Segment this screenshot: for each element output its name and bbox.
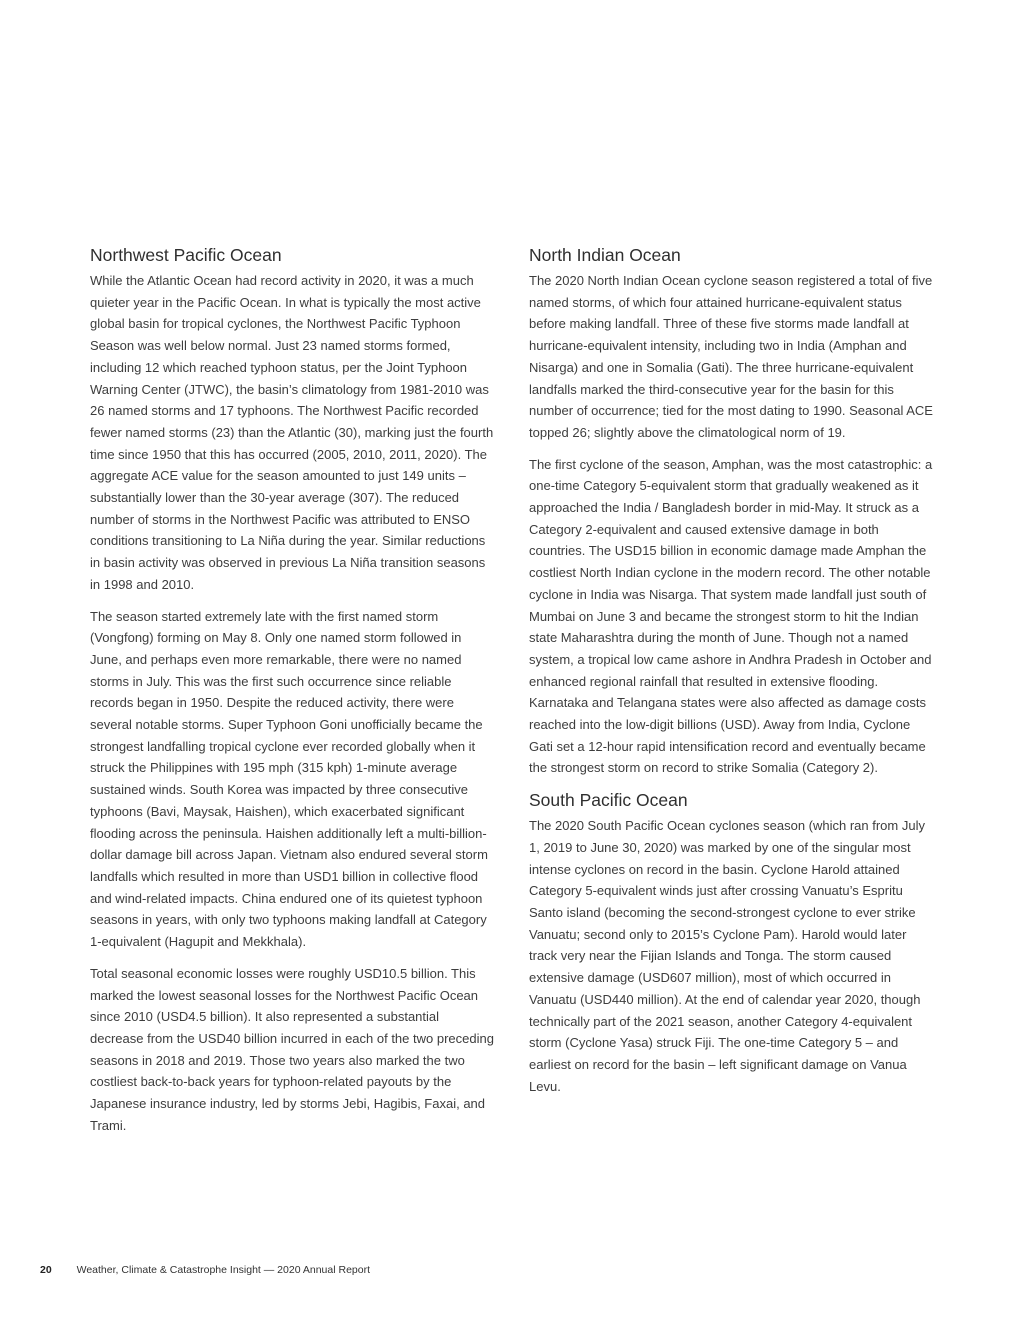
section-north-indian <box>529 244 935 779</box>
body-paragraph: The season started extremely late with the first named storm (Vongfong) forming on May 8. Only one named storm followed in June, and perhaps even more remarkable, there were no named storms in July. This was the first such occurrence since reliable records began in 1950. Despite the reduced activity, there were several notable storms. Super Typhoon Goni unofficially became the strongest landfalling tropical cyclone ever recorded globally when it struck the Philippines with 195 mph (315 kph) 1-minute average sustained winds. South Korea was impacted by three consecutive typhoons (Bavi, Maysak, Haishen), which exacerbated significant flooding across the peninsula. Haishen additionally left a multi-billion-dollar damage bill across Japan. Vietnam also endured several storm landfalls which resulted in more than USD1 billion in collective flood and wind-related impacts. China endured one of its quietest typhoon seasons in years, with only two typhoons making landfall at Category 1-equivalent (Hagupit and Mekkhala). <box>90 608 488 950</box>
body-paragraph: Total seasonal economic losses were roughly USD10.5 billion. This marked the lowest seasonal losses for the Northwest Pacific Ocean since 2010 (USD4.5 billion). It also represented a substantial decrease from the USD40 billion incurred in each of the two preceding seasons in 2018 and 2019. Those two years also marked the two costliest back-to-back years for typhoon-related payouts by the Japanese insurance industry, led by storms Jebi, Hagibis, Faxai, and Trami. <box>90 965 494 1133</box>
right-column <box>529 244 935 1107</box>
body-paragraph: While the Atlantic Ocean had record activity in 2020, it was a much quieter year in the Pacific Ocean. In what is typically the most active global basin for tropical cyclones, the Northwest Pacific Typhoon Season was well below normal. Just 23 named storms formed, including 12 which reached typhoon status, per the Joint Typhoon Warning Center (JTWC), the basin’s climatology from 1981-2010 was 26 named storms and 17 typhoons. The Northwest Pacific recorded fewer named storms (23) than the Atlantic (30), marking just the fourth time since 1950 that this has occurred (2005, 2010, 2011, 2020). The aggregate ACE value for the season amounted to just 149 units – substantially lower than the 30-year average (307). The reduced number of storms in the Northwest Pacific was attributed to ENSO conditions transitioning to La Niña during the year. Similar reductions in basin activity was observed in previous La Niña transition seasons in 1998 and 2010. <box>90 273 494 592</box>
section-heading: Northwest Pacific Ocean <box>90 245 282 265</box>
body-paragraph: The first cyclone of the season, Amphan, was the most catastrophic: a one-time Category 5-equivalent storm that gradually weakened as it approached the India / Bangladesh border in mid-May. It struck as a Category 2-equivalent and caused extensive damage in both countries. The USD15 billion in economic damage made Amphan the costliest North Indian cyclone in the modern record. The other notable cyclone in India was Nisarga. That system made landfall just south of Mumbai on June 3 and became the strongest storm to hit the Indian state Maharashtra during the month of June. Though not a named system, a tropical low came ashore in Andhra Pradesh in October and enhanced regional rainfall that resulted in extensive flooding. Karnataka and Telangana states were also affected as damage costs reached into the low-digit billions (USD). Away from India, Cyclone Gati set a 12-hour rapid intensification record and eventually became the strongest storm on record to strike Somalia (Category 2). <box>529 456 933 776</box>
body-paragraph: The 2020 North Indian Ocean cyclone season registered a total of five named storms, of which four attained hurricane-equivalent status before making landfall. Three of these five storms made landfall at hurricane-equivalent intensity, including two in India (Amphan and Nisarga) and one in Somalia (Gati). The three hurricane-equivalent landfalls marked the third-consecutive year for the basin for this number of occurrence; tied for the most dating to 1990. Seasonal ACE topped 26; slightly above the climatological norm of 19. <box>529 273 933 440</box>
publication-title: Weather, Climate & Catastrophe Insight — 2020 Annual Report <box>76 1264 370 1276</box>
page-number: 20 <box>40 1264 52 1276</box>
left-column <box>90 244 494 1146</box>
body-paragraph: The 2020 South Pacific Ocean cyclones season (which ran from July 1, 2019 to June 30, 2020) was marked by one of the singular most intense cyclones on record in the basin. Cyclone Harold attained Category 5-equivalent winds just after crossing Vanuatu’s Espritu Santo island (becoming the second-strongest cyclone to ever strike Vanuatu; second only to 2015’s Cyclone Pam). Harold would later track very near the Fijian Islands and Tonga. The storm caused extensive damage (USD607 million), most of which occurred in Vanuatu (USD440 million). At the end of calendar year 2020, though technically part of the 2021 season, another Category 4-equivalent storm (Cyclone Yasa) struck Fiji. The one-time Category 5 – and earliest on record for the basin – left significant damage on Vanua Levu. <box>529 818 925 1094</box>
section-heading: North Indian Ocean <box>529 245 681 265</box>
section-south-pacific <box>529 789 935 1097</box>
section-heading: South Pacific Ocean <box>529 790 688 811</box>
page-footer <box>40 1264 370 1276</box>
section-northwest-pacific <box>90 244 494 1136</box>
